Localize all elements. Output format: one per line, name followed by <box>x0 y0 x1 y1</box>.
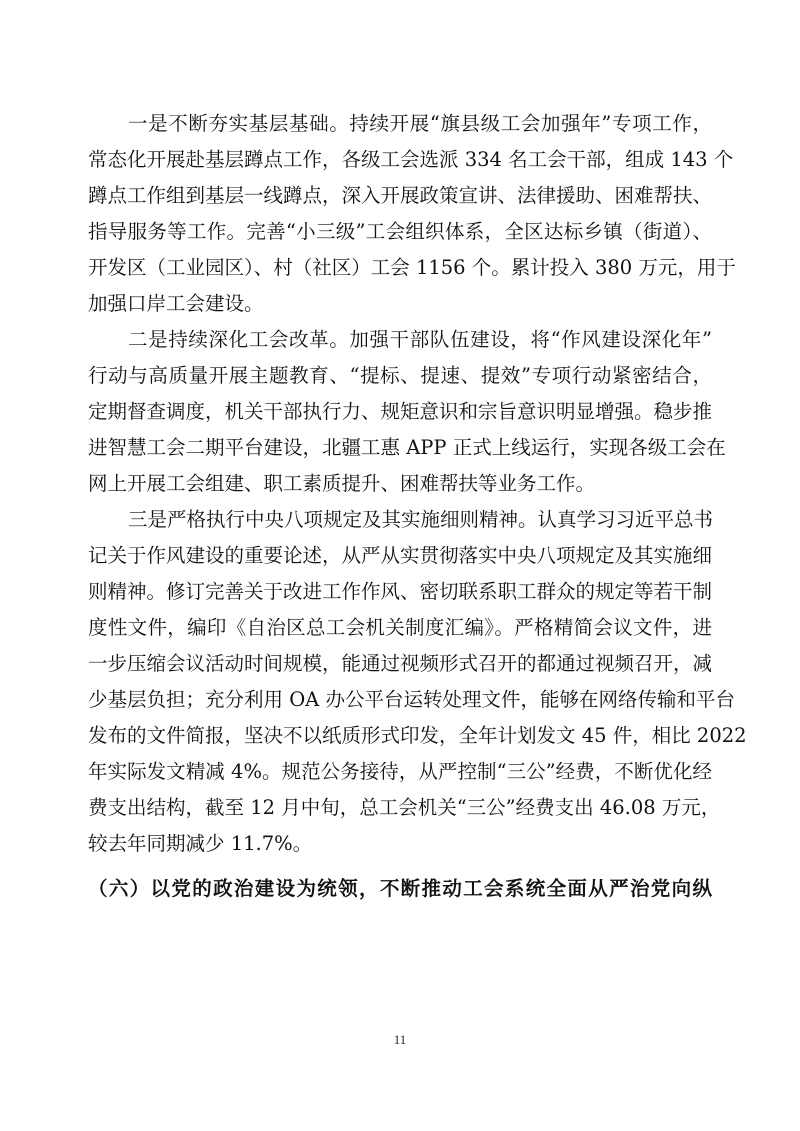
paragraph-1-line-5: 开发区（工业园区）、村（社区）工会 1156 个。累计投入 380 万元，用于 <box>88 256 736 279</box>
paragraph-3-line-8: 年实际发文精减 4%。规范公务接待，从严控制“三公”经费，不断优化经 <box>88 760 712 783</box>
paragraph-1-line-6: 加强口岸工会建设。 <box>88 292 264 315</box>
paragraph-2-line-4: 进智慧工会二期平台建设，北疆工惠 APP 正式上线运行，实现各级工会在 <box>88 436 726 459</box>
paragraph-1-line-4: 指导服务等工作。完善“小三级”工会组织体系，全区达标乡镇（街道）、 <box>88 220 712 243</box>
paragraph-3-line-7: 发布的文件简报，坚决不以纸质形式印发，全年计划发文 45 件，相比 2022 <box>88 724 747 747</box>
paragraph-3-line-9: 费支出结构，截至 12 月中旬，总工会机关“三公”经费支出 46.08 万元， <box>88 796 721 819</box>
paragraph-3-line-2: 记关于作风建设的重要论述，从严从实贯彻落实中央八项规定及其实施细 <box>88 544 713 567</box>
page-number: 11 <box>393 1032 407 1047</box>
paragraph-3-line-6: 少基层负担；充分利用 OA 办公平台运转处理文件，能够在网络传输和平台 <box>88 688 735 711</box>
paragraph-2-line-2: 行动与高质量开展主题教育、“提标、提速、提效”专项行动紧密结合， <box>88 364 712 387</box>
paragraph-3-line-1: 三是严格执行中央八项规定及其实施细则精神。认真学习习近平总书 <box>128 508 714 531</box>
paragraph-2-line-5: 网上开展工会组建、职工素质提升、困难帮扶等业务工作。 <box>88 472 596 495</box>
paragraph-3-line-10: 较去年同期减少 11.7%。 <box>88 832 313 855</box>
paragraph-1-line-2: 常态化开展赴基层蹲点工作，各级工会选派 334 名工会干部，组成 143 个 <box>88 148 734 171</box>
paragraph-1-line-1: 一是不断夯实基层基础。持续开展“旗县级工会加强年”专项工作， <box>128 112 712 135</box>
paragraph-2-line-1: 二是持续深化工会改革。加强干部队伍建设，将“作风建设深化年” <box>128 328 712 351</box>
section-heading: （六）以党的政治建设为统领，不断推动工会系统全面从严治党向纵 <box>88 877 712 900</box>
paragraph-2-line-3: 定期督查调度，机关干部执行力、规矩意识和宗旨意识明显增强。稳步推 <box>88 400 713 423</box>
paragraph-3-line-4: 度性文件，编印《自治区总工会机关制度汇编》。严格精简会议文件，进 <box>88 616 712 639</box>
paragraph-3-line-3: 则精神。修订完善关于改进工作作风、密切联系职工群众的规定等若干制 <box>88 580 713 603</box>
paragraph-3-line-5: 一步压缩会议活动时间规模，能通过视频形式召开的都通过视频召开，减 <box>88 652 713 675</box>
paragraph-1-line-3: 蹲点工作组到基层一线蹲点，深入开展政策宣讲、法律援助、困难帮扶、 <box>88 184 713 207</box>
